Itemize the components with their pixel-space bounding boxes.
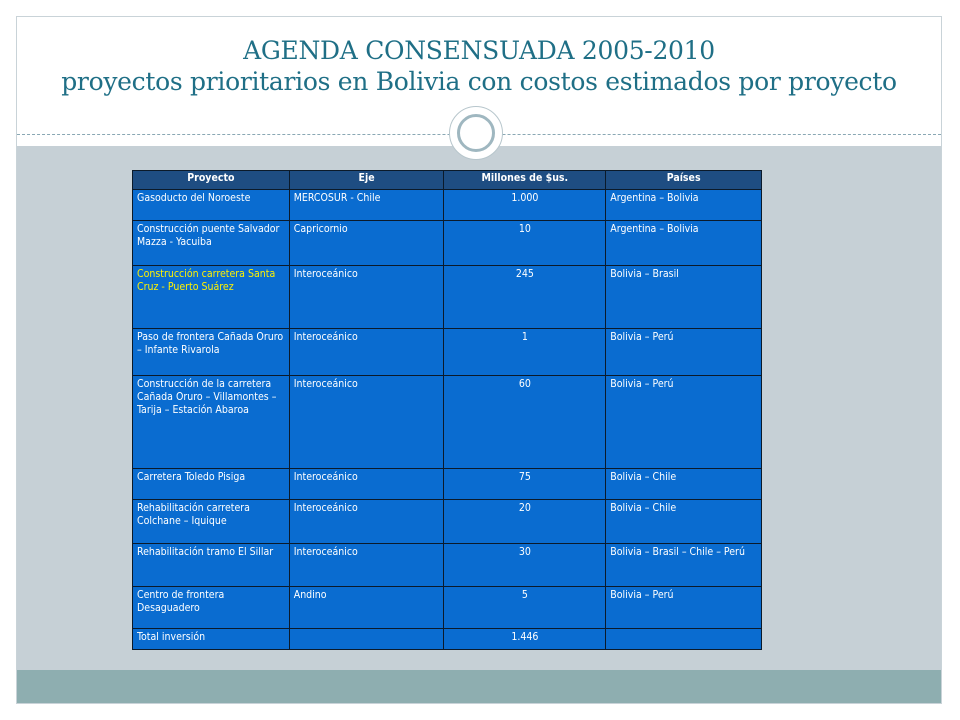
table-row [133, 586, 762, 629]
table-total-row [133, 629, 762, 650]
cell-millones: 5 [444, 586, 606, 629]
cell-eje: Interoceánico [289, 329, 444, 376]
cell-eje: Interoceánico [289, 543, 444, 586]
cell-paises: Bolivia – Brasil [606, 265, 762, 328]
header-paises: Países [606, 171, 762, 190]
cell-proyecto: Construcción puente Salvador Mazza - Yacuiba [133, 220, 290, 265]
cell-empty [606, 629, 762, 650]
cell-empty [289, 629, 444, 650]
cell-paises: Bolivia – Chile [606, 499, 762, 543]
cell-proyecto: Carretera Toledo Pisiga [133, 469, 290, 500]
table-row [133, 190, 762, 221]
cell-total-millones: 1.446 [444, 629, 606, 650]
cell-proyecto: Rehabilitación tramo El Sillar [133, 543, 290, 586]
cell-millones: 10 [444, 220, 606, 265]
header-millones: Millones de $us. [444, 171, 606, 190]
cell-paises: Bolivia – Perú [606, 586, 762, 629]
header-proyecto: Proyecto [133, 171, 290, 190]
cell-proyecto: Paso de frontera Cañada Oruro – Infante Rivarola [133, 329, 290, 376]
circle-ornament-icon [449, 106, 503, 160]
cell-eje: MERCOSUR - Chile [289, 190, 444, 221]
cell-millones: 1.000 [444, 190, 606, 221]
table-row [133, 329, 762, 376]
table-row [133, 376, 762, 469]
table-row [133, 543, 762, 586]
cell-paises: Bolivia – Brasil – Chile – Perú [606, 543, 762, 586]
title-line-2: proyectos prioritarios en Bolivia con costos estimados por proyecto [61, 67, 897, 96]
cell-paises: Bolivia – Chile [606, 469, 762, 500]
cell-paises: Bolivia – Perú [606, 376, 762, 469]
cell-millones: 30 [444, 543, 606, 586]
cell-paises: Argentina – Bolivia [606, 220, 762, 265]
cell-total-label: Total inversión [133, 629, 290, 650]
title-line-1: AGENDA CONSENSUADA 2005-2010 [243, 36, 715, 65]
cell-proyecto: Rehabilitación carretera Colchane – Iquique [133, 499, 290, 543]
cell-proyecto-highlighted: Construcción carretera Santa Cruz - Puerto Suárez [133, 265, 290, 328]
cell-proyecto: Gasoducto del Noroeste [133, 190, 290, 221]
circle-ornament-ring [457, 114, 495, 152]
cell-eje: Capricornio [289, 220, 444, 265]
projects-table [132, 170, 762, 650]
table-header-row [133, 171, 762, 190]
cell-millones: 60 [444, 376, 606, 469]
cell-paises: Bolivia – Perú [606, 329, 762, 376]
header-eje: Eje [289, 171, 444, 190]
cell-eje: Interoceánico [289, 469, 444, 500]
cell-proyecto: Centro de frontera Desaguadero [133, 586, 290, 629]
slide-title [16, 36, 942, 98]
table-row [133, 499, 762, 543]
table-row [133, 469, 762, 500]
table-row [133, 220, 762, 265]
footer-band [17, 670, 941, 703]
cell-eje: Andino [289, 586, 444, 629]
cell-millones: 20 [444, 499, 606, 543]
cell-eje: Interoceánico [289, 499, 444, 543]
cell-millones: 1 [444, 329, 606, 376]
cell-millones: 245 [444, 265, 606, 328]
cell-eje: Interoceánico [289, 376, 444, 469]
cell-paises: Argentina – Bolivia [606, 190, 762, 221]
cell-proyecto: Construcción de la carretera Cañada Oruro – Villamontes – Tarija – Estación Abaroa [133, 376, 290, 469]
table-row [133, 265, 762, 328]
cell-eje: Interoceánico [289, 265, 444, 328]
cell-millones: 75 [444, 469, 606, 500]
